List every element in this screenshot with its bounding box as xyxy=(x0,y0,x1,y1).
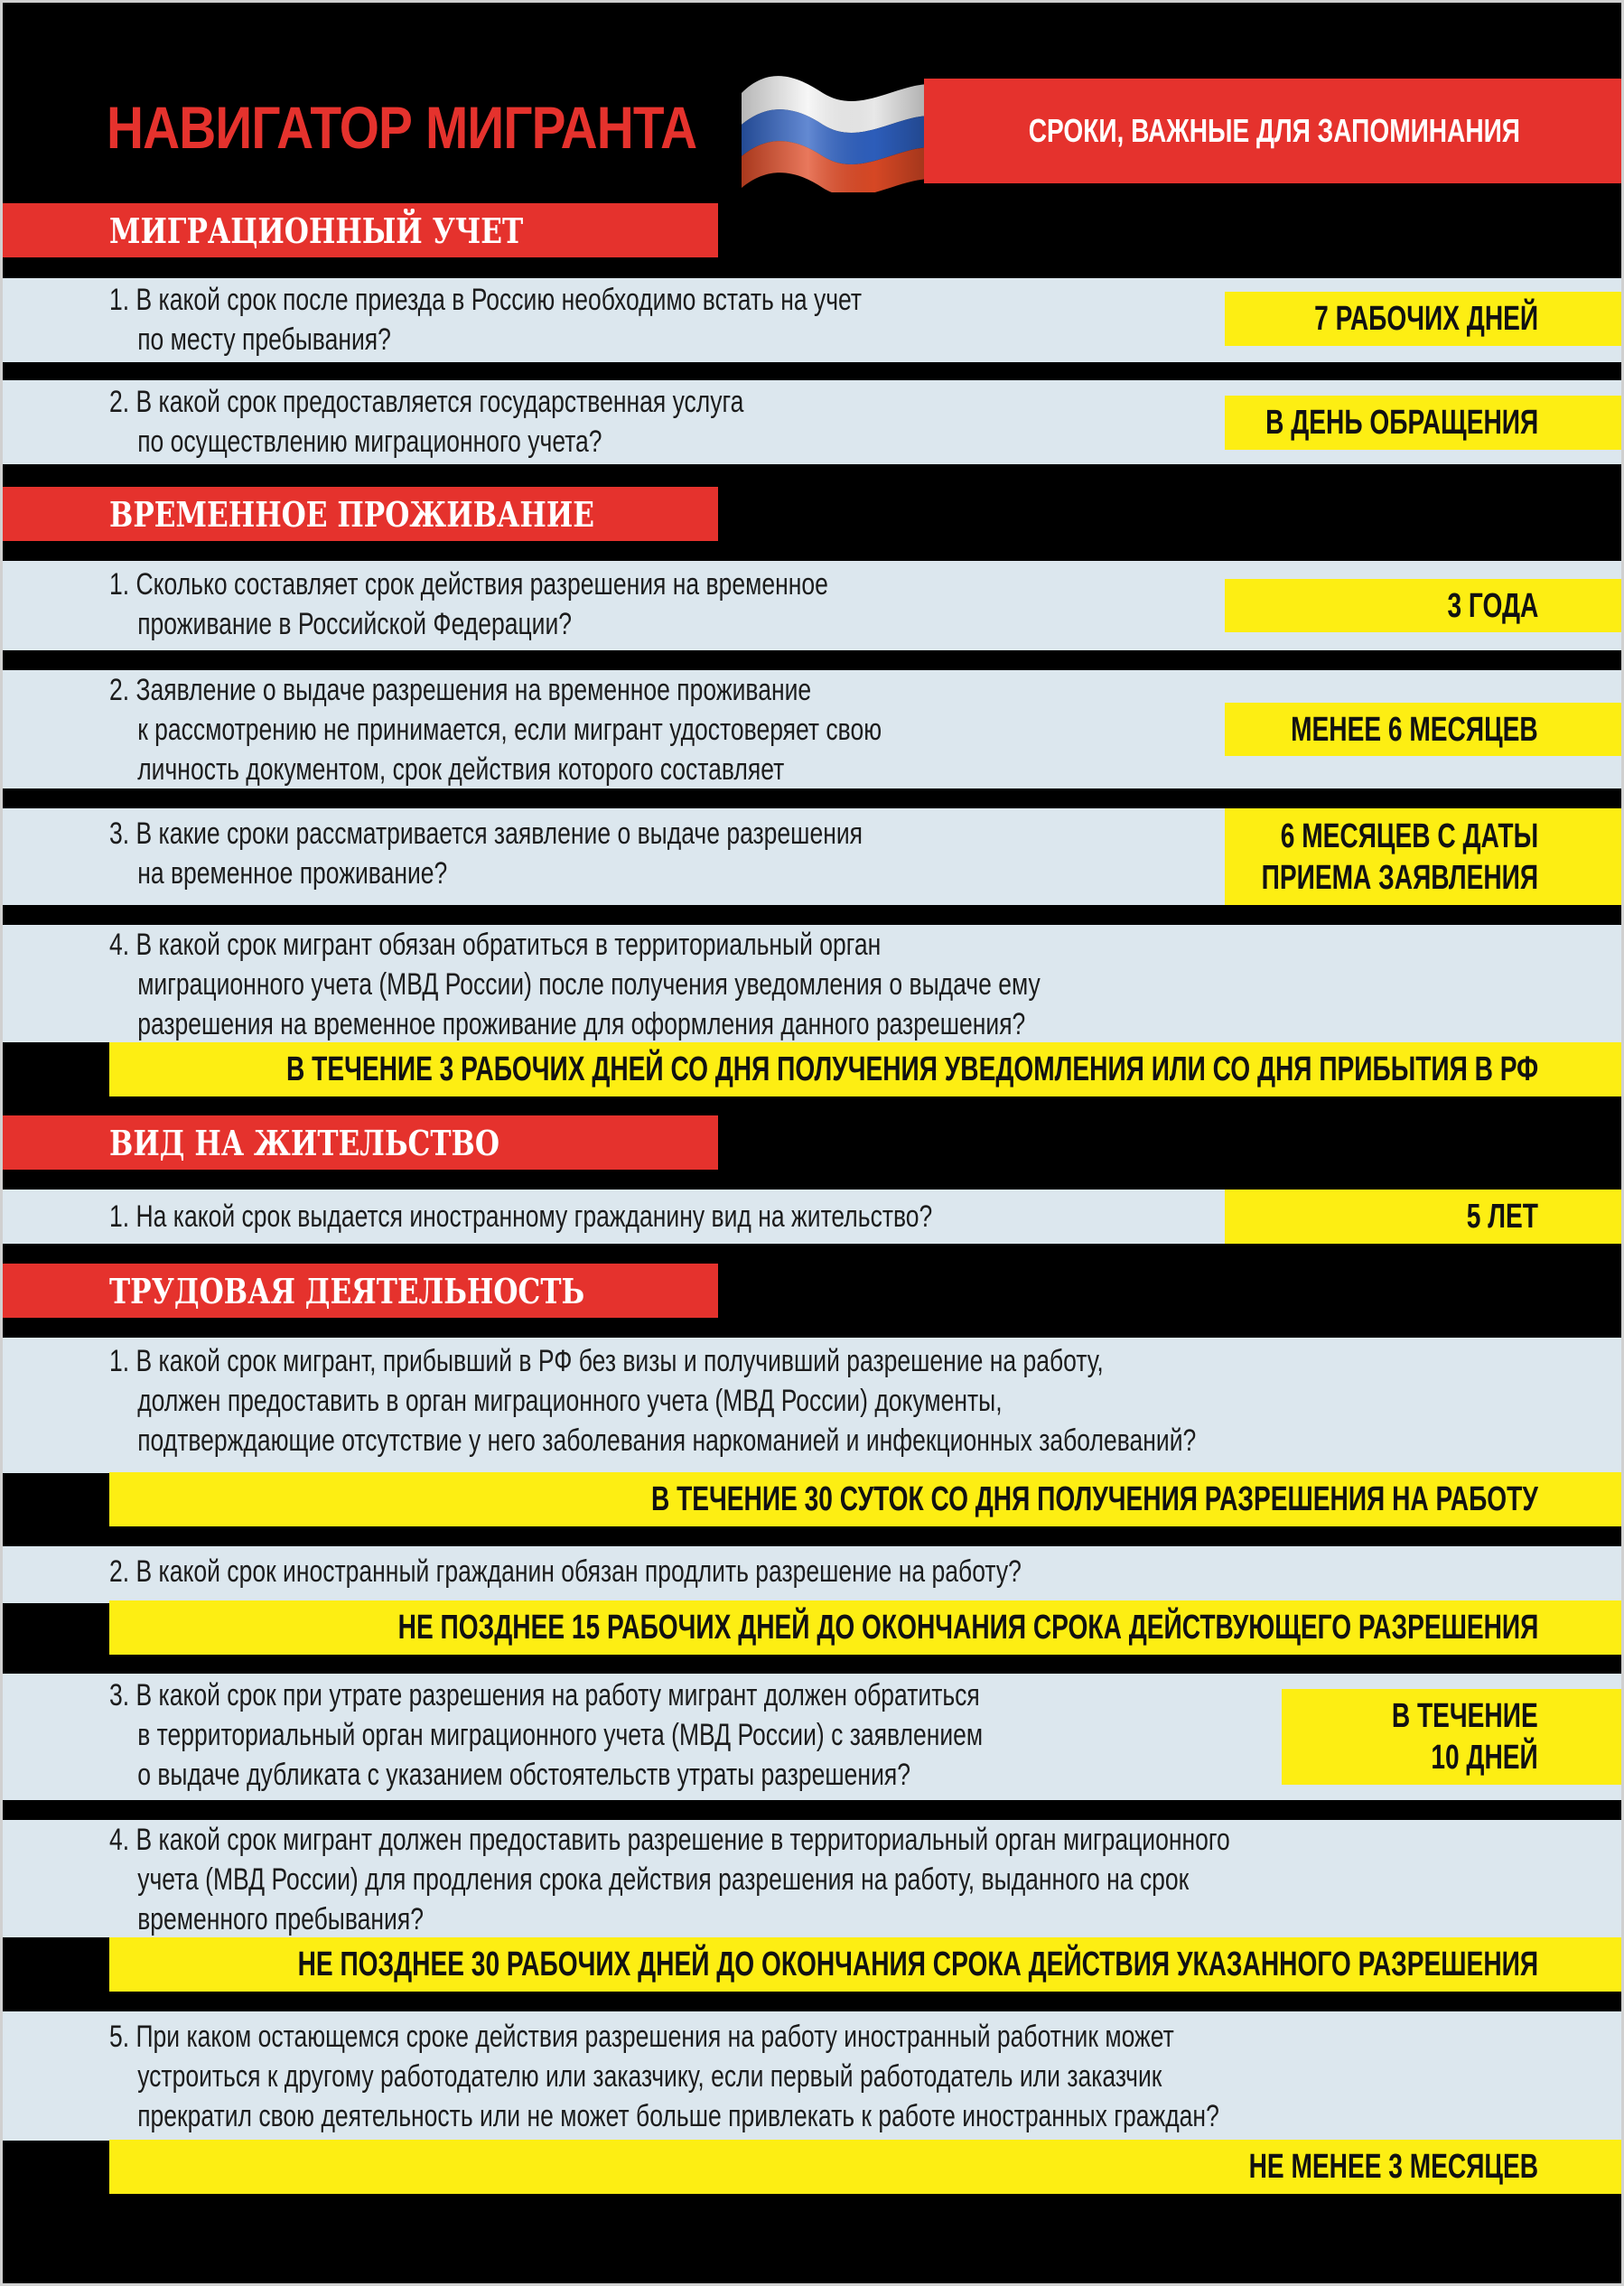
answer-text: В ДЕНЬ ОБРАЩЕНИЯ xyxy=(1265,404,1538,442)
answer-banner xyxy=(109,1937,1624,1992)
answer-badge xyxy=(1282,1689,1624,1785)
answer-text: НЕ ПОЗДНЕЕ 30 РАБОЧИХ ДНЕЙ ДО ОКОНЧАНИЯ СРОКА ДЕЙСТВИЯ УКАЗАННОГО РАЗРЕШЕНИЯ xyxy=(297,1945,1538,1983)
answer-text: 7 РАБОЧИХ ДНЕЙ xyxy=(1314,300,1538,338)
question-row xyxy=(3,1820,1624,1937)
answer-text-block xyxy=(1265,402,1538,443)
question-line: временного пребывания? xyxy=(137,1902,424,1936)
answer-banner xyxy=(109,2140,1624,2194)
question-row xyxy=(3,1190,1624,1244)
answer-badge xyxy=(1225,703,1624,756)
question-line: проживание в Российской Федерации? xyxy=(137,607,573,641)
question-row xyxy=(3,808,1624,905)
answer-text: 5 ЛЕТ xyxy=(1466,1198,1538,1236)
section-title: ТРУДОВАЯ ДЕЯТЕЛЬНОСТЬ xyxy=(109,1270,585,1311)
question-row xyxy=(3,1546,1624,1603)
russian-flag-icon xyxy=(733,66,949,192)
answer-text: 3 ГОДА xyxy=(1447,586,1538,625)
section-title: МИГРАЦИОННЫЙ УЧЕТ xyxy=(109,210,524,251)
question-line: 1. Сколько составляет срок действия разрешения на временное xyxy=(109,567,828,602)
question-line: устроиться к другому работодателю или заказчику, если первый работодатель или заказчик xyxy=(137,2059,1162,2094)
answer-text-block xyxy=(1467,1196,1538,1237)
question-text xyxy=(109,670,882,789)
answer-text-block xyxy=(1249,2146,1538,2188)
answer-text-block xyxy=(651,1479,1538,1520)
question-row xyxy=(3,278,1624,362)
question-line: 5. При каком остающемся сроке действия разрешения на работу иностранный работник может xyxy=(109,2020,1174,2054)
question-text xyxy=(109,382,743,462)
question-line: подтверждающие отсутствие у него заболевания наркоманией и инфекционных заболеваний? xyxy=(137,1423,1197,1458)
question-line: учета (МВД России) для продления срока действия разрешения на работу, выданного на срок xyxy=(137,1862,1190,1897)
answer-text-block xyxy=(1447,585,1538,627)
question-line: личность документом, срок действия которого составляет xyxy=(137,752,785,787)
question-text xyxy=(109,1341,1196,1460)
question-text xyxy=(109,814,863,893)
answer-badge xyxy=(1225,1190,1624,1244)
question-line: 1. На какой срок выдается иностранному гражданину вид на жительство? xyxy=(109,1199,933,1234)
answer-text: В ТЕЧЕНИЕ 3 РАБОЧИХ ДНЕЙ СО ДНЯ ПОЛУЧЕНИЯ УВЕДОМЛЕНИЯ ИЛИ СО ДНЯ ПРИБЫТИЯ В РФ xyxy=(285,1050,1538,1088)
question-text xyxy=(109,1675,983,1795)
answer-badge xyxy=(1225,292,1624,346)
question-row xyxy=(3,380,1624,464)
answer-badge xyxy=(1225,808,1624,905)
page-title: НАВИГАТОР МИГРАНТА xyxy=(107,94,697,161)
answer-text-block xyxy=(397,1607,1538,1648)
subtitle: СРОКИ, ВАЖНЫЕ ДЛЯ ЗАПОМИНАНИЯ xyxy=(1028,112,1520,149)
question-line: 1. В какой срок мигрант, прибывший в РФ без визы и получивший разрешение на работу, xyxy=(109,1344,1104,1378)
question-line: 4. В какой срок мигрант обязан обратиться в территориальный орган xyxy=(109,928,882,962)
question-text xyxy=(109,1552,1022,1591)
question-line: 3. В какой срок при утрате разрешения на работу мигрант должен обратиться xyxy=(109,1678,980,1712)
question-line: по осуществлению миграционного учета? xyxy=(137,425,602,459)
question-line: на временное проживание? xyxy=(137,856,448,891)
answer-text: 10 ДНЕЙ xyxy=(1431,1739,1538,1777)
question-text xyxy=(109,1820,1230,1939)
question-line: должен предоставить в орган миграционного учета (МВД России) документы, xyxy=(137,1384,1003,1418)
answer-text: 6 МЕСЯЦЕВ С ДАТЫ xyxy=(1280,816,1538,855)
question-line: 4. В какой срок мигрант должен предоставить разрешение в территориальный орган миграционного xyxy=(109,1823,1230,1857)
question-line: разрешения на временное проживание для оформления данного разрешения? xyxy=(137,1007,1026,1041)
answer-text: В ТЕЧЕНИЕ xyxy=(1392,1697,1538,1735)
answer-banner xyxy=(109,1472,1624,1526)
section-title: ВИД НА ЖИТЕЛЬСТВО xyxy=(109,1122,499,1163)
question-line: миграционного учета (МВД России) после получения уведомления о выдаче ему xyxy=(137,967,1041,1002)
question-text xyxy=(109,565,828,644)
question-row xyxy=(3,670,1624,788)
answer-text-block xyxy=(1314,298,1538,340)
question-text xyxy=(109,2017,1219,2136)
question-line: о выдаче дубликата с указанием обстоятельств утраты разрешения? xyxy=(137,1758,911,1792)
question-line: 1. В какой срок после приезда в Россию необходимо встать на учет xyxy=(109,283,863,317)
question-row xyxy=(3,561,1624,650)
answer-badge xyxy=(1225,579,1624,632)
question-line: 3. В какие сроки рассматривается заявление о выдаче разрешения xyxy=(109,816,863,851)
question-line: 2. В какой срок иностранный гражданин обязан продлить разрешение на работу? xyxy=(109,1554,1022,1589)
question-line: в территориальный орган миграционного учета (МВД России) с заявлением xyxy=(137,1718,984,1752)
section-header-employment xyxy=(3,1264,718,1318)
answer-badge xyxy=(1225,396,1624,450)
section-header-migration-registration xyxy=(3,203,718,257)
answer-banner xyxy=(109,1600,1624,1655)
answer-text: НЕ МЕНЕЕ 3 МЕСЯЦЕВ xyxy=(1248,2148,1538,2186)
question-text xyxy=(109,925,1041,1044)
question-row xyxy=(3,1674,1624,1800)
answer-text-block xyxy=(1262,816,1538,899)
answer-text-block xyxy=(286,1049,1538,1090)
subtitle-banner xyxy=(924,79,1624,183)
question-text xyxy=(109,1197,932,1236)
answer-text: МЕНЕЕ 6 МЕСЯЦЕВ xyxy=(1291,710,1538,749)
answer-text-block xyxy=(298,1944,1538,1985)
question-line: 2. В какой срок предоставляется государственная услуга xyxy=(109,385,744,419)
answer-banner xyxy=(109,1042,1624,1096)
question-row xyxy=(3,1338,1624,1473)
question-line: к рассмотрению не принимается, если мигрант удостоверяет свою xyxy=(137,713,882,747)
answer-text: НЕ ПОЗДНЕЕ 15 РАБОЧИХ ДНЕЙ ДО ОКОНЧАНИЯ СРОКА ДЕЙСТВУЮЩЕГО РАЗРЕШЕНИЯ xyxy=(397,1609,1538,1647)
answer-text-block xyxy=(1291,709,1538,751)
answer-text: ПРИЕМА ЗАЯВЛЕНИЯ xyxy=(1261,858,1538,897)
section-header-temporary-residence xyxy=(3,487,718,541)
question-line: по месту пребывания? xyxy=(137,322,391,357)
question-text xyxy=(109,280,862,359)
question-row xyxy=(3,2011,1624,2141)
question-line: прекратил свою деятельность или не может больше привлекать к работе иностранных граждан? xyxy=(137,2099,1219,2133)
answer-text: В ТЕЧЕНИЕ 30 СУТОК СО ДНЯ ПОЛУЧЕНИЯ РАЗРЕШЕНИЯ НА РАБОТУ xyxy=(651,1480,1538,1518)
section-header-residence-permit xyxy=(3,1115,718,1170)
section-title: ВРЕМЕННОЕ ПРОЖИВАНИЕ xyxy=(109,493,595,535)
question-line: 2. Заявление о выдаче разрешения на временное проживание xyxy=(109,673,812,707)
answer-text-block xyxy=(1392,1695,1538,1778)
question-row xyxy=(3,925,1624,1042)
